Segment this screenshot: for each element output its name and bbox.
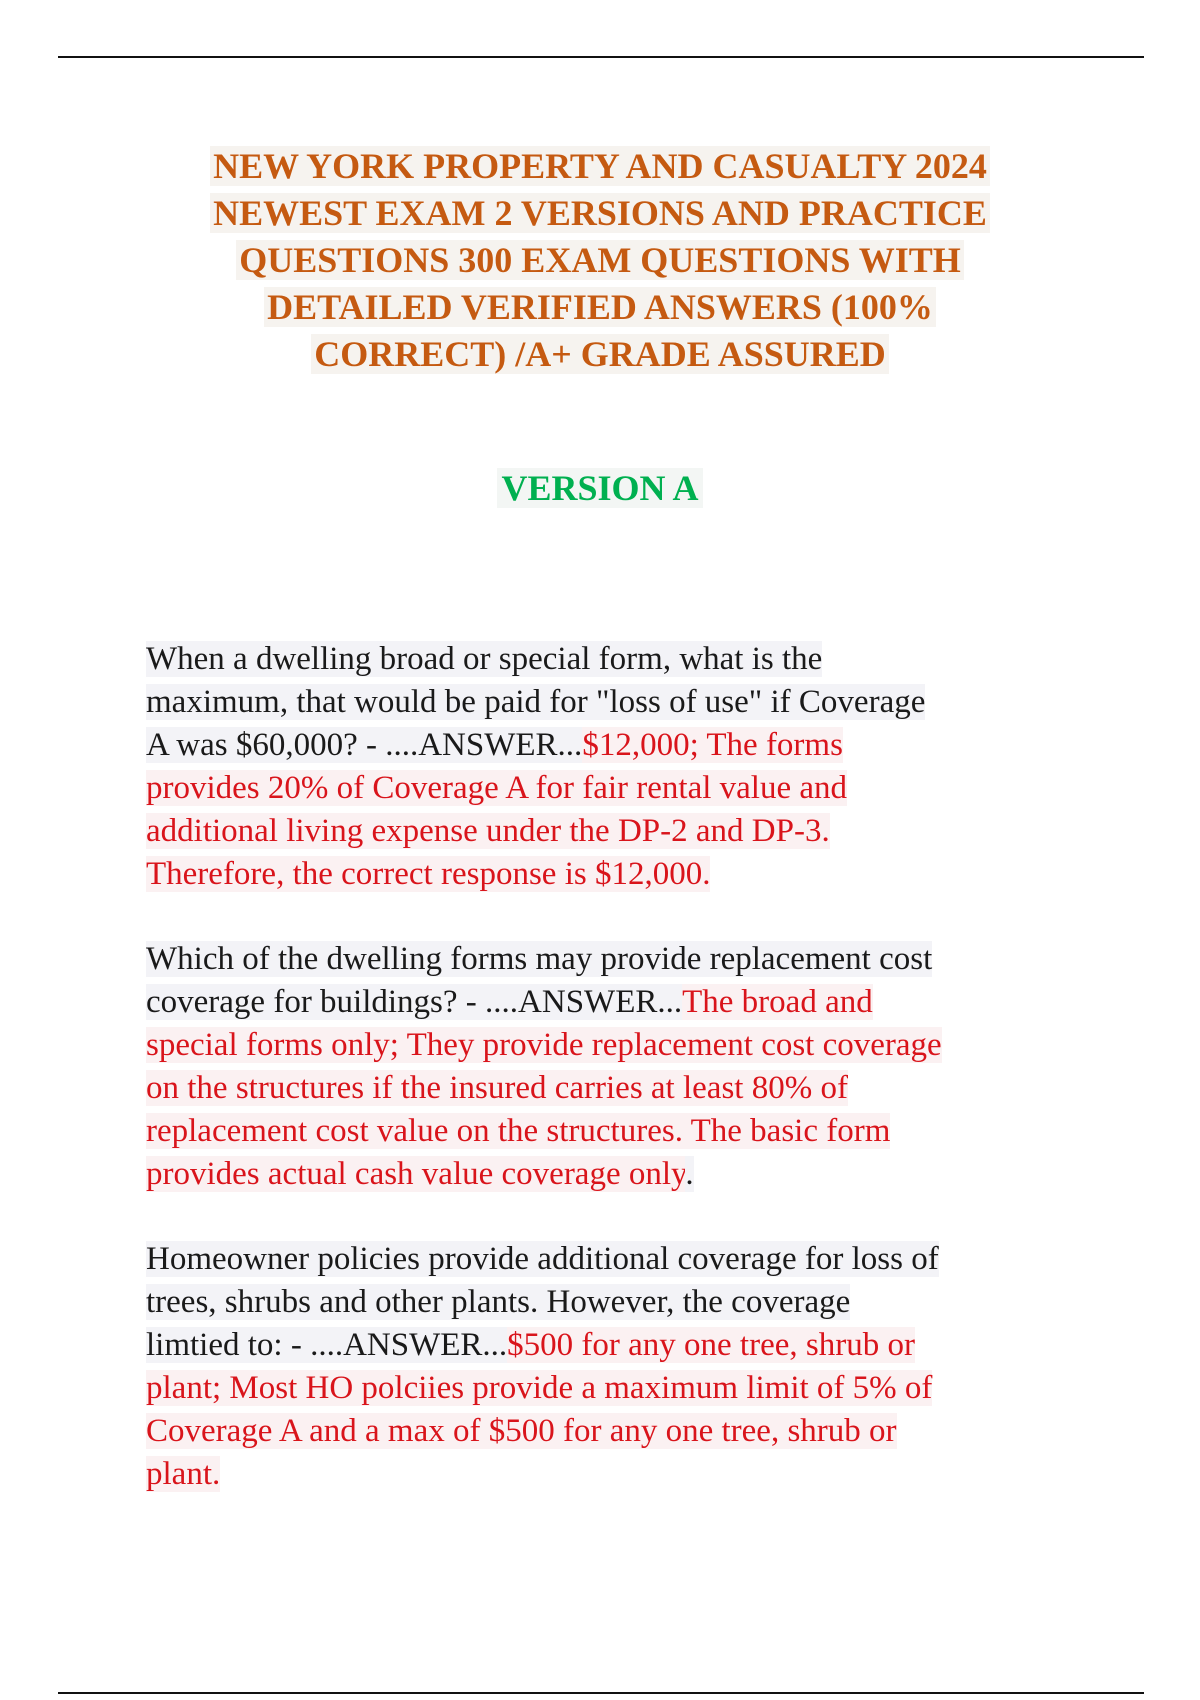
answer-text: provides 20% of Coverage A for fair rental value and — [146, 770, 848, 806]
answer-text: $12,000; The forms — [582, 727, 843, 763]
qa-line — [146, 1453, 1076, 1496]
qa-line — [146, 1238, 1076, 1281]
question-text: . — [685, 1156, 694, 1192]
answer-text: on the structures if the insured carries at least 80% of — [146, 1070, 848, 1106]
title-line — [100, 190, 1100, 237]
title-line — [100, 143, 1100, 190]
qa-line — [146, 681, 1076, 724]
qa-line — [146, 810, 1076, 853]
answer-text: provides actual cash value coverage only — [146, 1156, 686, 1192]
question-text: When a dwelling broad or special form, what is the — [146, 641, 823, 677]
answer-text: plant. — [146, 1456, 221, 1492]
question-text: limtied to: - ....ANSWER... — [146, 1327, 508, 1363]
qa-line — [146, 1367, 1076, 1410]
qa-line — [146, 1067, 1076, 1110]
qa-line — [146, 767, 1076, 810]
qa-item — [146, 638, 1076, 896]
qa-line — [146, 1153, 1076, 1196]
title-line-text: NEW YORK PROPERTY AND CASUALTY 2024 — [210, 146, 990, 186]
question-answer-list — [146, 638, 1076, 1538]
qa-item — [146, 938, 1076, 1196]
question-text: maximum, that would be paid for "loss of use" if Coverage — [146, 684, 926, 720]
title-line — [100, 284, 1100, 331]
top-rule — [58, 56, 1144, 58]
answer-text: additional living expense under the DP-2 and DP-3. — [146, 813, 830, 849]
question-text: coverage for buildings? - ....ANSWER... — [146, 984, 683, 1020]
qa-line — [146, 1281, 1076, 1324]
title-line-text: QUESTIONS 300 EXAM QUESTIONS WITH — [236, 240, 964, 280]
qa-line — [146, 981, 1076, 1024]
qa-item — [146, 1238, 1076, 1496]
question-text: A was $60,000? - ....ANSWER... — [146, 727, 583, 763]
version-heading — [0, 466, 1200, 510]
title-line-text: NEWEST EXAM 2 VERSIONS AND PRACTICE — [210, 193, 990, 233]
question-text: Homeowner policies provide additional coverage for loss of — [146, 1241, 939, 1277]
document-title — [100, 143, 1100, 378]
answer-text: Therefore, the correct response is $12,000. — [146, 856, 711, 892]
qa-line — [146, 1110, 1076, 1153]
question-text: Which of the dwelling forms may provide replacement cost — [146, 941, 933, 977]
qa-line — [146, 853, 1076, 896]
title-line — [100, 331, 1100, 378]
title-line-text: CORRECT) /A+ GRADE ASSURED — [311, 334, 889, 374]
version-heading-text: VERSION A — [497, 468, 702, 508]
qa-line — [146, 1024, 1076, 1067]
title-line-text: DETAILED VERIFIED ANSWERS (100% — [264, 287, 936, 327]
answer-text: special forms only; They provide replacement cost coverage — [146, 1027, 942, 1063]
qa-line — [146, 938, 1076, 981]
answer-text: plant; Most HO polciies provide a maximum limit of 5% of — [146, 1370, 933, 1406]
qa-line — [146, 724, 1076, 767]
qa-line — [146, 1324, 1076, 1367]
answer-text: $500 for any one tree, shrub or — [507, 1327, 915, 1363]
qa-line — [146, 638, 1076, 681]
answer-text: The broad and — [682, 984, 873, 1020]
question-text: trees, shrubs and other plants. However, the coverage — [146, 1284, 851, 1320]
bottom-rule — [58, 1692, 1144, 1694]
answer-text: replacement cost value on the structures. The basic form — [146, 1113, 891, 1149]
title-line — [100, 237, 1100, 284]
answer-text: Coverage A and a max of $500 for any one tree, shrub or — [146, 1413, 897, 1449]
qa-line — [146, 1410, 1076, 1453]
